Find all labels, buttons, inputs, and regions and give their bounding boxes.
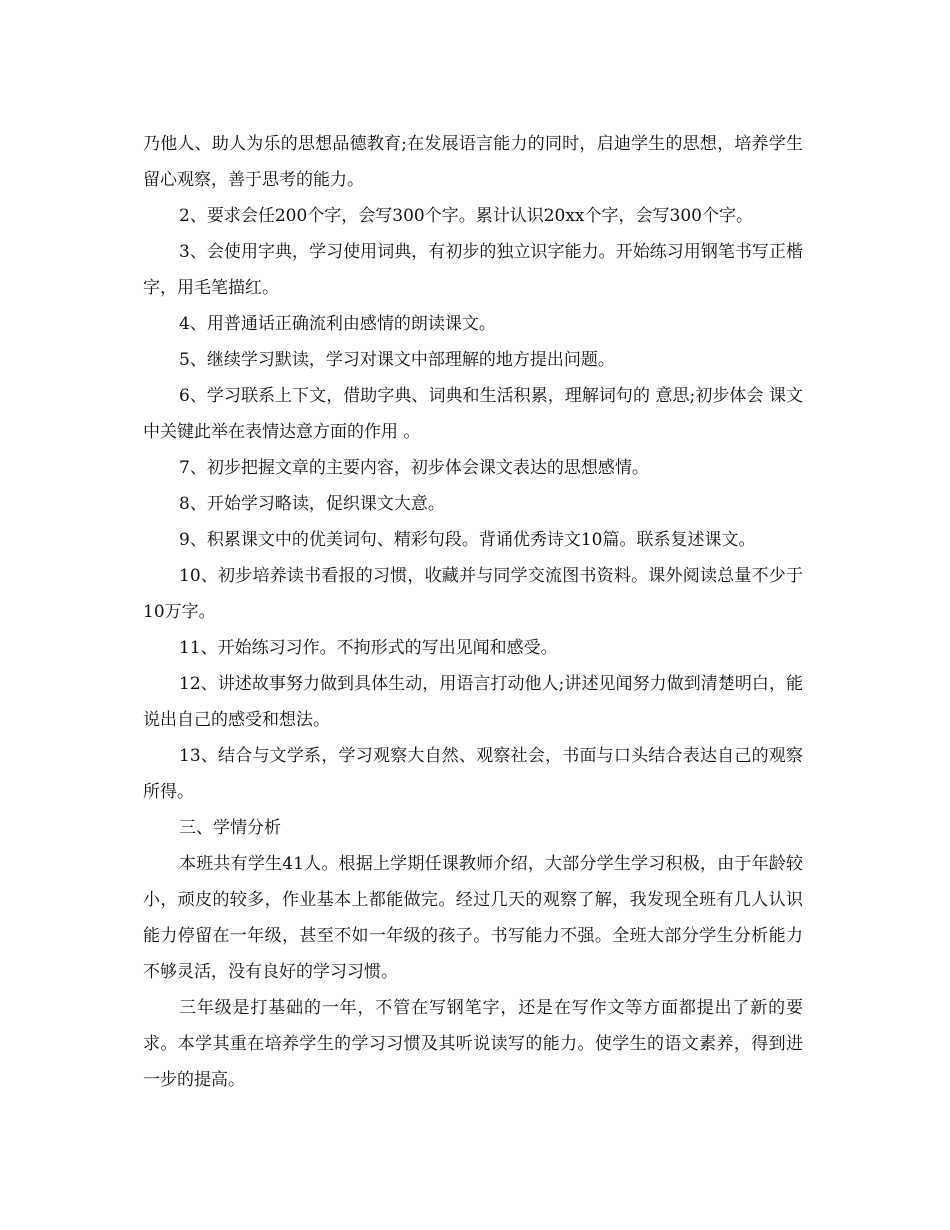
paragraph-item-7: 7、初步把握文章的主要内容，初步体会课文表达的思想感情。 [179, 458, 649, 478]
paragraph-item-12: 12、讲述故事努力做到具体生动，用语言打动他人;讲述见闻努力做到清楚明白，能说出自己的感受和想法。 [143, 674, 803, 730]
paragraph-item-11: 11、开始练习习作。不拘形式的写出见闻和感受。 [179, 638, 558, 658]
paragraph-item-9: 9、积累课文中的优美词句、精彩句段。背诵优秀诗文10篇。联系复述课文。 [179, 530, 756, 550]
paragraph-item-8: 8、开始学习略读，促织课文大意。 [179, 494, 445, 514]
section-heading-3: 三、学情分析 [179, 818, 281, 838]
paragraph-continuation: 乃他人、助人为乐的思想品德教育;在发展语言能力的同时，启迪学生的思想，培养学生留心观察，善于思考的能力。 [143, 134, 803, 190]
paragraph-item-10: 10、初步培养读书看报的习惯，收藏并与同学交流图书资料。课外阅读总量不少于10万字。 [143, 566, 803, 622]
paragraph-item-6: 6、学习联系上下文，借助字典、词典和生活积累，理解词句的 意思;初步体会 课文中关键此举在表情达意方面的作用 。 [143, 386, 803, 442]
paragraph-class-analysis: 本班共有学生41人。根据上学期任课教师介绍，大部分学生学习积极，由于年龄较小，顽皮的较多，作业基本上都能做完。经过几天的观察了解，我发现全班有几人认识能力停留在一年级，甚至不如一年级的孩子。书写能力不强。全班大部分学生分析能力不够灵活，没有良好的学习习惯。 [143, 854, 803, 982]
paragraph-item-2: 2、要求会任200个字，会写300个字。累计认识20xx个字，会写300个字。 [179, 206, 753, 226]
paragraph-item-3: 3、会使用字典，学习使用词典，有初步的独立识字能力。开始练习用钢笔书写正楷字，用毛笔描红。 [143, 242, 803, 298]
document-body [143, 126, 803, 1098]
paragraph-item-5: 5、继续学习默读，学习对课文中部理解的地方提出问题。 [179, 350, 615, 370]
paragraph-item-13: 13、结合与文学系，学习观察大自然、观察社会，书面与口头结合表达自己的观察所得。 [143, 746, 803, 802]
paragraph-grade-requirements: 三年级是打基础的一年，不管在写钢笔字，还是在写作文等方面都提出了新的要求。本学其重在培养学生的学习习惯及其听说读写的能力。使学生的语文素养，得到进一步的提高。 [143, 998, 803, 1090]
paragraph-item-4: 4、用普通话正确流利由感情的朗读课文。 [179, 314, 496, 334]
